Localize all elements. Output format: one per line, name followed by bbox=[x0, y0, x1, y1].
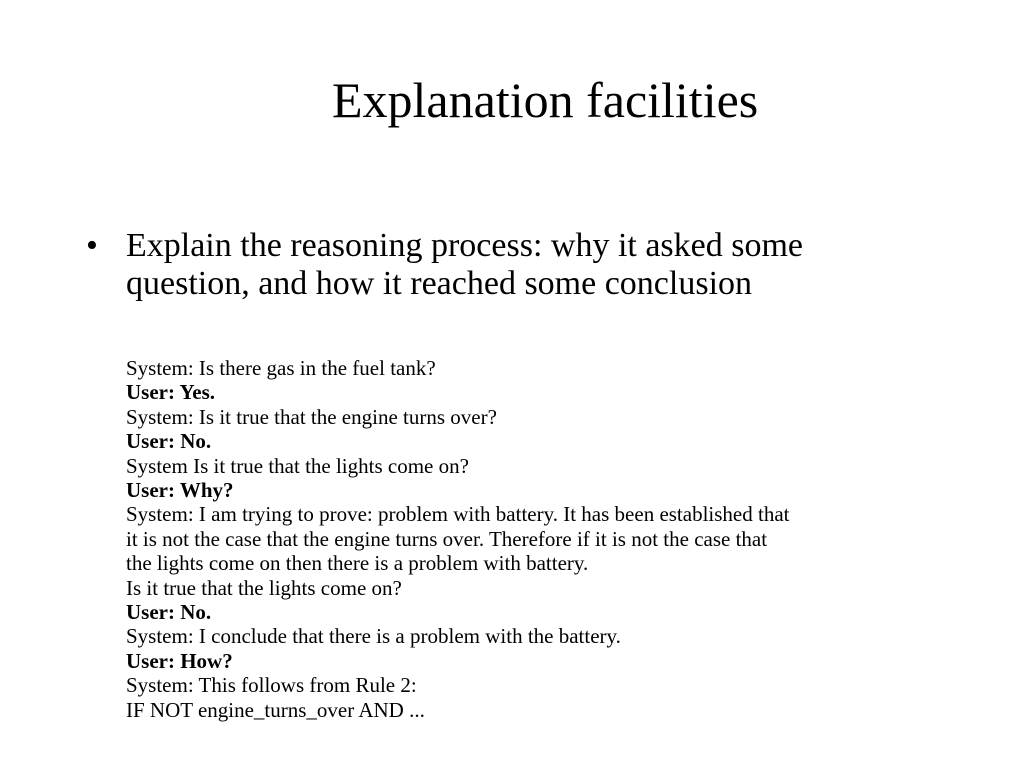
dialog-line-system: System: Is it true that the engine turns over? bbox=[126, 404, 497, 429]
dialog-line-user: User: No. bbox=[126, 600, 212, 625]
slide-title: Explanation facilities bbox=[332, 72, 759, 128]
bullet-text: Explain the reasoning process: why it asked some question, and how it reached some conclusion bbox=[126, 227, 804, 302]
dialog-line-system: System: Is there gas in the fuel tank? bbox=[126, 356, 436, 380]
bullet-icon: • bbox=[86, 227, 98, 264]
dialog-line-user: User: No. bbox=[126, 429, 212, 454]
dialog-line-system: it is not the case that the engine turns over. Therefore if it is not the case that bbox=[126, 526, 768, 551]
dialog-line-user: User: Yes. bbox=[126, 380, 216, 405]
dialog-line-system: the lights come on then there is a problem with battery. bbox=[126, 551, 589, 576]
dialog-line-system: System: I conclude that there is a problem with the battery. bbox=[126, 624, 621, 649]
dialog-line-user: User: Why? bbox=[126, 478, 234, 503]
dialog-line-system: IF NOT engine_turns_over AND ... bbox=[126, 697, 425, 722]
dialog-transcript bbox=[126, 356, 956, 722]
dialog-line-system: Is it true that the lights come on? bbox=[126, 575, 402, 600]
dialog-line-system: System: This follows from Rule 2: bbox=[126, 673, 417, 698]
dialog-line-user: User: How? bbox=[126, 648, 233, 673]
dialog-line-system: System Is it true that the lights come on? bbox=[126, 453, 469, 478]
dialog-line-system: System: I am trying to prove: problem with battery. It has been established that bbox=[126, 502, 790, 527]
